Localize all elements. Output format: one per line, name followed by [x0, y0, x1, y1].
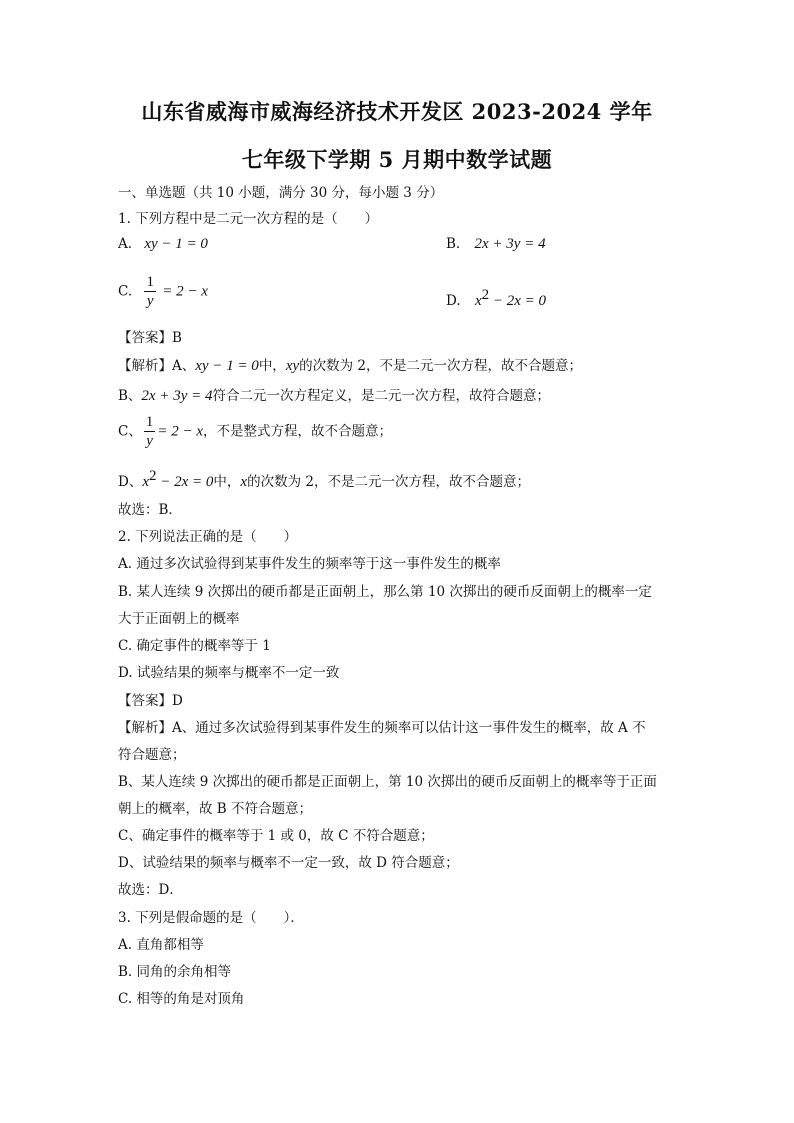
- q2-explanation-2b: 朝上的概率，故 B 不符合题意；: [118, 801, 313, 817]
- q1-exp-c-fraction: [144, 414, 156, 450]
- section-heading: 一、单选题（共 10 小题，满分 30 分，每小题 3 分）: [118, 185, 444, 201]
- q1-exp-c-head: C、: [118, 423, 142, 440]
- q1-explanation-b: [118, 384, 550, 405]
- question-3-stem: 3. 下列是假命题的是（ ）．: [118, 910, 304, 926]
- q1-exp-b-math: 2x + 3y = 4: [141, 388, 213, 404]
- q2-option-b-line-2: 大于正面朝上的概率: [118, 611, 240, 627]
- q1-option-d-rest: − 2x = 0: [489, 293, 547, 309]
- q1-option-d-base: x: [474, 293, 482, 309]
- q1-option-d-exponent: 2: [481, 287, 490, 303]
- q1-answer: 【答案】B: [118, 330, 182, 346]
- q1-option-c-denominator: y: [146, 293, 154, 309]
- q1-exp-a-mid: 中，: [258, 358, 286, 374]
- q1-option-b-math: 2x + 3y = 4: [474, 236, 546, 252]
- q1-option-c: [118, 274, 208, 310]
- question-1-stem: 1. 下列方程中是二元一次方程的是（ ）: [118, 211, 379, 227]
- q2-explanation-2: B、某人连续 9 次掷出的硬币都是正面朝上，第 10 次掷出的硬币反面朝上的概率等于正面: [118, 774, 657, 790]
- q1-exp-a-head: 【解析】A、: [118, 358, 196, 374]
- q1-option-b-label: B.: [446, 236, 461, 252]
- q2-choose: 故选：D．: [118, 882, 183, 898]
- q1-option-d: [446, 287, 546, 310]
- q1-option-a: [118, 236, 208, 253]
- q3-option-a: A. 直角都相等: [118, 937, 204, 953]
- q1-exp-a-var: xy: [285, 358, 300, 374]
- q3-option-c: C. 相等的角是对顶角: [118, 991, 245, 1007]
- q2-option-d: D. 试验结果的频率与概率不一定一致: [118, 665, 340, 681]
- q3-option-b: B. 同角的余角相等: [118, 964, 232, 980]
- q1-exp-b-tail: 符合二元一次方程定义，是二元一次方程，故符合题意；: [212, 388, 550, 404]
- q1-exp-d-head: D、: [118, 474, 143, 490]
- q2-explanation-4: D、试验结果的频率与概率不一定一致，故 D 符合题意；: [118, 855, 459, 871]
- q1-exp-c-tail: ，不是整式方程，故不合题意；: [203, 423, 392, 440]
- title-line-1: 山东省威海市威海经济技术开发区 2023-2024 学年: [141, 99, 653, 124]
- q1-explanation-a: [118, 354, 582, 375]
- q1-option-a-label: A.: [118, 236, 133, 252]
- q1-choose: 故选：B．: [118, 502, 182, 518]
- q1-exp-a-math: xy − 1 = 0: [195, 358, 259, 374]
- q1-exp-d-rest: − 2x = 0: [156, 474, 214, 490]
- q1-option-c-label: C.: [118, 283, 133, 300]
- q1-option-a-math: xy − 1 = 0: [144, 236, 208, 252]
- q1-option-c-fraction: [144, 274, 156, 310]
- q1-exp-c-rest: = 2 − x: [157, 423, 203, 440]
- q1-option-c-numerator: 1: [146, 274, 154, 290]
- q1-option-c-rest: = 2 − x: [162, 283, 208, 300]
- question-2-stem: 2. 下列说法正确的是（ ）: [118, 529, 298, 545]
- q1-option-d-label: D.: [446, 293, 461, 309]
- q1-exp-c-denominator: y: [146, 433, 153, 449]
- q1-exp-d-exponent: 2: [149, 468, 157, 484]
- q2-option-b-line-1: B. 某人连续 9 次掷出的硬币都是正面朝上，那么第 10 次掷出的硬币反面朝上的概率一定: [118, 584, 652, 600]
- q2-explanation-1: 【解析】A、通过多次试验得到某事件发生的频率可以估计这一事件发生的概率，故 A 不: [118, 720, 646, 736]
- q2-explanation-3: C、确定事件的概率等于 1 或 0，故 C 不符合题意；: [118, 828, 434, 844]
- q1-exp-d-tail: 的次数为 2，不是二元一次方程，故不合题意；: [247, 474, 530, 490]
- q1-exp-b-head: B、: [118, 388, 142, 404]
- q2-explanation-1b: 符合题意；: [118, 747, 186, 763]
- q1-exp-c-numerator: 1: [145, 414, 154, 430]
- q1-option-b: [446, 236, 546, 253]
- q1-exp-d-var: x: [240, 474, 248, 490]
- q1-explanation-c: [118, 414, 392, 450]
- q2-option-c: C. 确定事件的概率等于 1: [118, 638, 271, 654]
- title-line-2: 七年级下学期 5 月期中数学试题: [241, 147, 553, 172]
- q1-exp-d-base: x: [142, 474, 149, 490]
- q1-explanation-d: [118, 468, 530, 491]
- q2-answer: 【答案】D: [118, 693, 183, 709]
- q1-exp-d-mid: 中，: [213, 474, 241, 490]
- q1-exp-a-tail: 的次数为 2，不是二元一次方程，故不合题意；: [299, 358, 583, 374]
- q2-option-a: A. 通过多次试验得到某事件发生的频率等于这一事件发生的概率: [118, 556, 501, 572]
